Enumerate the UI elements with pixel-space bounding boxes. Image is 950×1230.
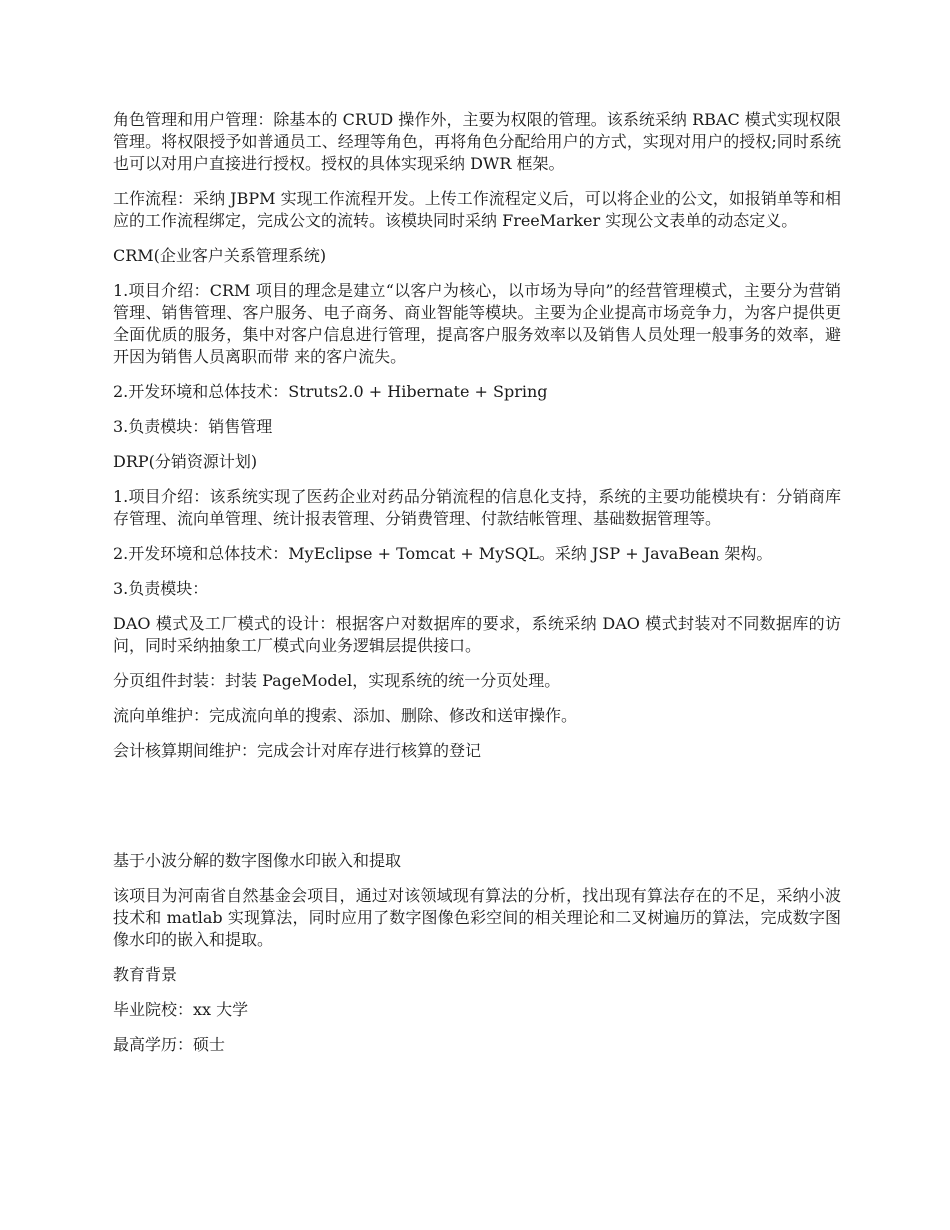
paragraph-degree: 最高学历：硕士	[113, 1035, 226, 1054]
paragraph-drp-tech: 2.开发环境和总体技术：MyEclipse + Tomcat + MySQL。采纳 JSP + JavaBean 架构。	[113, 544, 773, 563]
heading-watermark-project: 基于小波分解的数字图像水印嵌入和提取	[113, 851, 402, 870]
document-page	[113, 109, 841, 1069]
heading-education: 教育背景	[113, 965, 178, 984]
paragraph-crm-intro: 1.项目介绍：CRM 项目的理念是建立“以客户为核心，以市场为导向”的经营管理模式，主要分为营销管理、销售管理、客户服务、电子商务、商业智能等模块。主要为企业提高市场竞争力，为客户提供更全面优质的服务，集中对客户信息进行管理，提高客户服务效率以及销售人员处理一般事务的效率，避开因为销售人员离职而带 来的客户流失。	[113, 281, 841, 366]
heading-crm: CRM(企业客户关系管理系统)	[113, 246, 327, 265]
paragraph-role-user-management: 角色管理和用户管理：除基本的 CRUD 操作外，主要为权限的管理。该系统采纳 RBAC 模式实现权限管理。将权限授予如普通员工、经理等角色，再将角色分配给用户的方式，实现对用户的授权;同时系统也可以对用户直接进行授权。授权的具体实现采纳 DWR 框架。	[113, 110, 841, 173]
paragraph-crm-tech: 2.开发环境和总体技术：Struts2.0 + Hibernate + Spring	[113, 382, 548, 401]
heading-drp: DRP(分销资源计划)	[113, 452, 258, 471]
paragraph-school: 毕业院校：xx 大学	[113, 1000, 249, 1019]
paragraph-crm-module: 3.负责模块：销售管理	[113, 417, 273, 436]
paragraph-drp-intro: 1.项目介绍：该系统实现了医药企业对药品分销流程的信息化支持，系统的主要功能模块有：分销商库存管理、流向单管理、统计报表管理、分销费管理、付款结帐管理、基础数据管理等。	[113, 487, 841, 528]
paragraph-watermark-desc: 该项目为河南省自然基金会项目，通过对该领域现有算法的分析，找出现有算法存在的不足，采纳小波技术和 matlab 实现算法，同时应用了数字图像色彩空间的相关理论和二叉树遍历的算法，完成数字图像水印的嵌入和提取。	[113, 886, 841, 949]
paragraph-accounting-period: 会计核算期间维护：完成会计对库存进行核算的登记	[113, 741, 482, 760]
paragraph-flow-maintenance: 流向单维护：完成流向单的搜索、添加、删除、修改和送审操作。	[113, 706, 578, 725]
paragraph-workflow: 工作流程：采纳 JBPM 实现工作流程开发。上传工作流程定义后，可以将企业的公文，如报销单等和相应的工作流程绑定，完成公文的流转。该模块同时采纳 FreeMarker 实现公文表单的动态定义。	[113, 189, 841, 230]
paragraph-drp-module: 3.负责模块：	[113, 579, 209, 598]
paragraph-dao-design: DAO 模式及工厂模式的设计：根据客户对数据库的要求，系统采纳 DAO 模式封装对不同数据库的访问，同时采纳抽象工厂模式向业务逻辑层提供接口。	[113, 614, 841, 655]
section-spacer	[113, 775, 841, 850]
paragraph-paging: 分页组件封装：封装 PageModel，实现系统的统一分页处理。	[113, 671, 561, 690]
